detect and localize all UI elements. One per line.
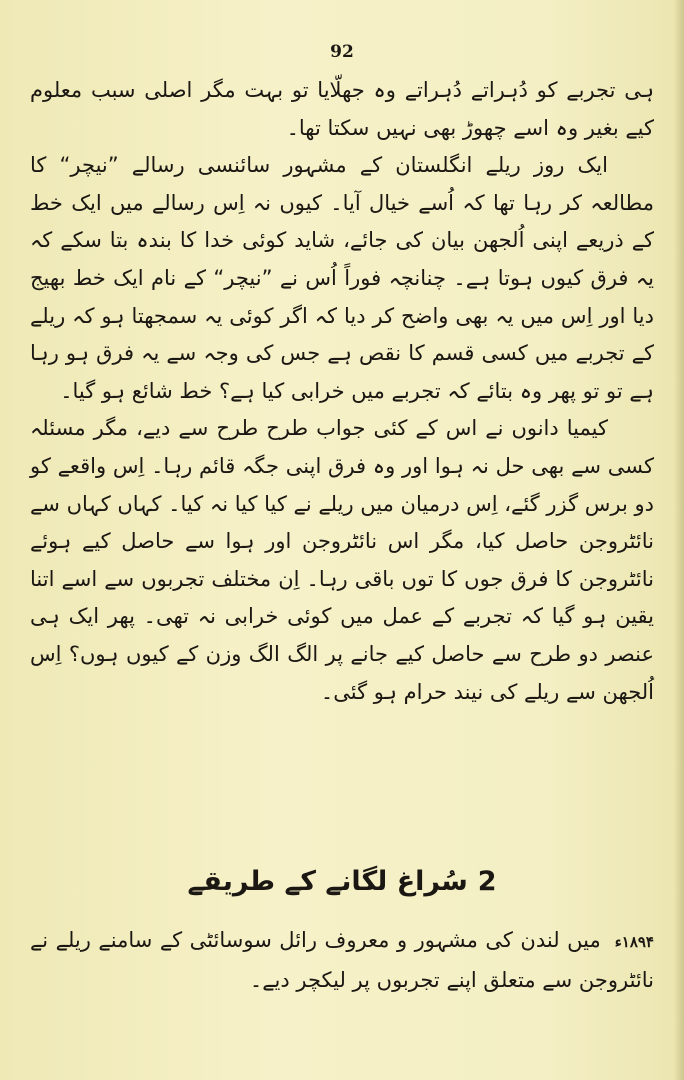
section-heading-text <box>187 862 496 902</box>
paragraph-1: ہی تجربے کو دُہراتے دُہراتے وہ جھلّایا تو بہت مگر اصلی سبب معلوم کیے بغیر وہ اسے چھوڑ بھی نہیں سکتا تھا۔ <box>30 78 654 140</box>
section-number: 2 <box>477 866 497 897</box>
section-title: سُراغ لگانے کے طریقے <box>187 866 468 897</box>
paragraph-3: کیمیا دانوں نے اس کے کئی جواب طرح طرح سے دیے، مگر مسئلہ کسی سے بھی حل نہ ہوا اور وہ فرق اپنی جگہ قائم رہا۔ اِس واقعے کو دو برس گزر گئے، اِس درمیان میں ریلے نے کیا کیا نہ کیا۔ کہاں کہاں سے نائٹروجن حاصل کیا، مگر اس نائٹروجن اور ہوا سے حاصل کیے ہوئے نائٹروجن کا فرق جوں کا توں باقی رہا۔ اِن مختلف تجربوں سے اسے اتنا یقین ہو گیا کہ تجربے کے عمل میں کوئی خرابی نہ تھی۔ پھر ایک ہی عنصر دو طرح سے حاصل کیے جانے پر الگ الگ وزن کے کیوں ہوں؟ اِس اُلجھن سے ریلے کی نیند حرام ہو گئی۔ <box>30 416 654 704</box>
page-number: 92 <box>330 42 354 62</box>
paragraph-2: ایک روز ریلے انگلستان کے مشہور سائنسی رسالے ”نیچر“ کا مطالعہ کر رہا تھا کہ اُسے خیال آیا۔ کیوں نہ اِس رسالے میں ایک خط کے ذریعے اپنی اُلجھن بیان کی جائے، شاید کوئی خدا کا بندہ بتا سکے کہ یہ فرق کیوں ہوتا ہے۔ چنانچہ فوراً اُس نے ”نیچر“ کے نام ایک خط بھیج دیا اور اِس میں یہ بھی واضح کر دیا کہ اگر کوئی یہ سمجھتا ہو کہ ریلے کے تجربے میں کسی قسم کا نقص ہے جس کی وجہ سے یہ فرق ہو رہا ہے تو تو پھر وہ بتائے کہ تجربے میں خرابی کیا ہے؟ خط شائع ہو گیا۔ <box>30 153 654 403</box>
section-text: میں لندن کی مشہور و معروف رائل سوسائٹی کے سامنے ریلے نے نائٹروجن سے متعلق اپنے تجربوں پر لیکچر دیے۔ <box>30 928 654 992</box>
body-text <box>30 72 654 711</box>
section-year: ۱۸۹۴ء <box>614 933 654 951</box>
section-paragraph <box>30 921 654 999</box>
section-heading <box>30 862 654 902</box>
page-edge-shadow <box>674 0 684 1080</box>
